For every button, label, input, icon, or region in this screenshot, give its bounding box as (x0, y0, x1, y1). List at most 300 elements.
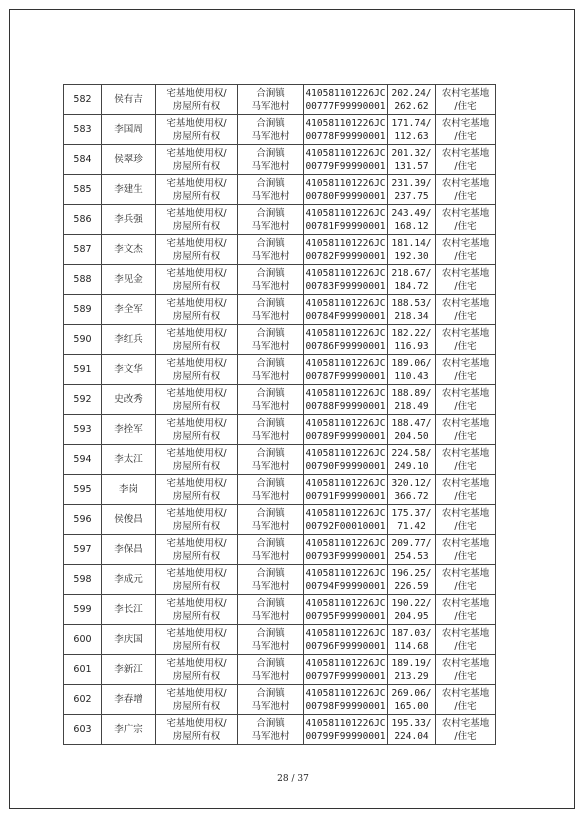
location-cell (238, 235, 304, 265)
right-type-line: 房屋所有权 (172, 490, 221, 502)
unit-code-line: 00796F99990001 (305, 640, 386, 652)
right-type-line: 房屋所有权 (172, 160, 221, 172)
land-use-cell (436, 565, 496, 595)
right-type-line: 宅基地使用权/ (166, 117, 227, 129)
area-cell (388, 445, 436, 475)
row-number-cell: 586 (64, 205, 102, 235)
row-number-cell: 590 (64, 325, 102, 355)
unit-code-line: 410581101226JC (305, 297, 386, 309)
location-line: 马军池村 (251, 550, 290, 562)
area-line: 189.19/ (391, 657, 432, 669)
unit-code-cell (304, 625, 388, 655)
unit-code-line: 410581101226JC (305, 717, 386, 729)
owner-name-cell: 侯俊昌 (102, 505, 156, 535)
owner-name-cell: 李见金 (102, 265, 156, 295)
right-type-line: 宅基地使用权/ (166, 627, 227, 639)
area-line: 184.72 (394, 280, 429, 292)
area-line: 116.93 (394, 340, 429, 352)
land-use-line: /住宅 (454, 190, 477, 202)
table-row (64, 625, 496, 655)
row-number-cell: 602 (64, 685, 102, 715)
unit-code-line: 410581101226JC (305, 327, 386, 339)
location-cell (238, 265, 304, 295)
unit-code-line: 410581101226JC (305, 237, 386, 249)
land-use-line: 农村宅基地 (441, 327, 490, 339)
location-line: 马军池村 (251, 130, 290, 142)
land-use-cell (436, 235, 496, 265)
area-cell (388, 385, 436, 415)
right-type-cell (156, 445, 238, 475)
area-cell (388, 265, 436, 295)
location-line: 马军池村 (251, 700, 290, 712)
unit-code-cell (304, 595, 388, 625)
land-use-line: /住宅 (454, 490, 477, 502)
area-line: 201.32/ (391, 147, 432, 159)
right-type-line: 宅基地使用权/ (166, 387, 227, 399)
area-line: 224.58/ (391, 447, 432, 459)
land-use-line: 农村宅基地 (441, 627, 490, 639)
location-line: 马军池村 (251, 520, 290, 532)
right-type-cell (156, 295, 238, 325)
area-line: 171.74/ (391, 117, 432, 129)
land-use-line: /住宅 (454, 730, 477, 742)
land-use-line: /住宅 (454, 640, 477, 652)
unit-code-line: 00791F99990001 (305, 490, 386, 502)
owner-name-cell: 李广宗 (102, 715, 156, 745)
location-line: 马军池村 (251, 490, 290, 502)
right-type-line: 宅基地使用权/ (166, 237, 227, 249)
owner-name-cell: 李新江 (102, 655, 156, 685)
right-type-line: 房屋所有权 (172, 670, 221, 682)
owner-name-cell: 李庆国 (102, 625, 156, 655)
location-line: 马军池村 (251, 310, 290, 322)
table-row (64, 535, 496, 565)
right-type-line: 宅基地使用权/ (166, 477, 227, 489)
right-type-line: 宅基地使用权/ (166, 417, 227, 429)
area-line: 189.06/ (391, 357, 432, 369)
right-type-cell (156, 625, 238, 655)
unit-code-line: 00786F99990001 (305, 340, 386, 352)
area-cell (388, 295, 436, 325)
unit-code-line: 410581101226JC (305, 687, 386, 699)
area-line: 213.29 (394, 670, 429, 682)
table-row (64, 85, 496, 115)
location-cell (238, 595, 304, 625)
land-use-cell (436, 325, 496, 355)
right-type-cell (156, 235, 238, 265)
area-line: 226.59 (394, 580, 429, 592)
land-use-line: 农村宅基地 (441, 297, 490, 309)
right-type-line: 房屋所有权 (172, 190, 221, 202)
right-type-cell (156, 85, 238, 115)
unit-code-cell (304, 475, 388, 505)
location-line: 马军池村 (251, 460, 290, 472)
owner-name-cell: 史改秀 (102, 385, 156, 415)
owner-name-cell: 李兵强 (102, 205, 156, 235)
location-cell (238, 295, 304, 325)
right-type-line: 宅基地使用权/ (166, 447, 227, 459)
area-line: 224.04 (394, 730, 429, 742)
unit-code-line: 00784F99990001 (305, 310, 386, 322)
area-cell (388, 145, 436, 175)
unit-code-line: 410581101226JC (305, 537, 386, 549)
land-use-line: /住宅 (454, 460, 477, 472)
owner-name-cell: 李成元 (102, 565, 156, 595)
owner-name-cell: 李文华 (102, 355, 156, 385)
unit-code-cell (304, 415, 388, 445)
area-cell (388, 235, 436, 265)
location-line: 合涧镇 (256, 267, 285, 279)
owner-name-cell: 李春增 (102, 685, 156, 715)
right-type-line: 房屋所有权 (172, 430, 221, 442)
unit-code-line: 00778F99990001 (305, 130, 386, 142)
unit-code-line: 00792F00010001 (305, 520, 386, 532)
right-type-line: 宅基地使用权/ (166, 177, 227, 189)
right-type-line: 宅基地使用权/ (166, 147, 227, 159)
area-cell (388, 535, 436, 565)
location-cell (238, 715, 304, 745)
area-cell (388, 685, 436, 715)
location-line: 马军池村 (251, 580, 290, 592)
land-use-line: 农村宅基地 (441, 687, 490, 699)
table-row (64, 505, 496, 535)
unit-code-cell (304, 235, 388, 265)
unit-code-line: 410581101226JC (305, 477, 386, 489)
unit-code-cell (304, 145, 388, 175)
table-row (64, 475, 496, 505)
location-line: 马军池村 (251, 640, 290, 652)
unit-code-line: 410581101226JC (305, 87, 386, 99)
owner-name-cell: 李建生 (102, 175, 156, 205)
land-use-line: /住宅 (454, 610, 477, 622)
right-type-line: 宅基地使用权/ (166, 567, 227, 579)
area-line: 320.12/ (391, 477, 432, 489)
owner-name-cell: 李岗 (102, 475, 156, 505)
row-number-cell: 593 (64, 415, 102, 445)
table-row (64, 655, 496, 685)
land-use-line: /住宅 (454, 100, 477, 112)
table-row (64, 565, 496, 595)
location-line: 马军池村 (251, 220, 290, 232)
right-type-line: 宅基地使用权/ (166, 537, 227, 549)
unit-code-line: 00797F99990001 (305, 670, 386, 682)
area-cell (388, 85, 436, 115)
unit-code-line: 410581101226JC (305, 357, 386, 369)
area-cell (388, 505, 436, 535)
land-use-line: /住宅 (454, 220, 477, 232)
right-type-line: 宅基地使用权/ (166, 687, 227, 699)
row-number-cell: 583 (64, 115, 102, 145)
right-type-line: 房屋所有权 (172, 220, 221, 232)
right-type-cell (156, 415, 238, 445)
right-type-line: 房屋所有权 (172, 370, 221, 382)
right-type-line: 房屋所有权 (172, 340, 221, 352)
unit-code-line: 410581101226JC (305, 267, 386, 279)
location-line: 合涧镇 (256, 357, 285, 369)
right-type-cell (156, 265, 238, 295)
location-line: 马军池村 (251, 340, 290, 352)
location-line: 合涧镇 (256, 687, 285, 699)
land-use-line: 农村宅基地 (441, 267, 490, 279)
table-row (64, 115, 496, 145)
land-use-line: 农村宅基地 (441, 507, 490, 519)
location-line: 合涧镇 (256, 507, 285, 519)
row-number-cell: 595 (64, 475, 102, 505)
row-number-cell: 592 (64, 385, 102, 415)
table-row (64, 415, 496, 445)
location-cell (238, 505, 304, 535)
owner-name-cell: 李长江 (102, 595, 156, 625)
land-use-line: /住宅 (454, 280, 477, 292)
area-line: 131.57 (394, 160, 429, 172)
area-cell (388, 625, 436, 655)
land-use-cell (436, 145, 496, 175)
area-line: 112.63 (394, 130, 429, 142)
unit-code-cell (304, 115, 388, 145)
area-line: 237.75 (394, 190, 429, 202)
unit-code-cell (304, 505, 388, 535)
land-use-line: 农村宅基地 (441, 477, 490, 489)
land-use-line: 农村宅基地 (441, 597, 490, 609)
location-line: 合涧镇 (256, 237, 285, 249)
right-type-cell (156, 145, 238, 175)
right-type-line: 房屋所有权 (172, 550, 221, 562)
unit-code-line: 00798F99990001 (305, 700, 386, 712)
row-number-cell: 584 (64, 145, 102, 175)
location-cell (238, 145, 304, 175)
unit-code-line: 410581101226JC (305, 117, 386, 129)
location-line: 合涧镇 (256, 177, 285, 189)
area-cell (388, 205, 436, 235)
unit-code-line: 410581101226JC (305, 567, 386, 579)
land-use-cell (436, 85, 496, 115)
location-cell (238, 175, 304, 205)
row-number-cell: 596 (64, 505, 102, 535)
area-line: 262.62 (394, 100, 429, 112)
right-type-line: 房屋所有权 (172, 730, 221, 742)
land-use-line: /住宅 (454, 430, 477, 442)
location-cell (238, 415, 304, 445)
location-cell (238, 475, 304, 505)
unit-code-line: 00795F99990001 (305, 610, 386, 622)
row-number-cell: 599 (64, 595, 102, 625)
location-line: 合涧镇 (256, 477, 285, 489)
unit-code-cell (304, 175, 388, 205)
area-line: 165.00 (394, 700, 429, 712)
location-line: 合涧镇 (256, 717, 285, 729)
location-line: 马军池村 (251, 610, 290, 622)
area-line: 187.03/ (391, 627, 432, 639)
unit-code-cell (304, 535, 388, 565)
unit-code-line: 410581101226JC (305, 147, 386, 159)
right-type-line: 房屋所有权 (172, 610, 221, 622)
land-use-cell (436, 535, 496, 565)
land-use-cell (436, 625, 496, 655)
location-line: 马军池村 (251, 100, 290, 112)
owner-name-cell: 侯有吉 (102, 85, 156, 115)
location-line: 合涧镇 (256, 567, 285, 579)
right-type-line: 宅基地使用权/ (166, 717, 227, 729)
unit-code-line: 00787F99990001 (305, 370, 386, 382)
area-line: 190.22/ (391, 597, 432, 609)
land-use-line: /住宅 (454, 670, 477, 682)
owner-name-cell: 李拴军 (102, 415, 156, 445)
location-cell (238, 115, 304, 145)
location-line: 合涧镇 (256, 447, 285, 459)
right-type-line: 房屋所有权 (172, 130, 221, 142)
unit-code-line: 00779F99990001 (305, 160, 386, 172)
area-line: 269.06/ (391, 687, 432, 699)
unit-code-line: 00794F99990001 (305, 580, 386, 592)
area-cell (388, 565, 436, 595)
right-type-line: 宅基地使用权/ (166, 357, 227, 369)
table-row (64, 385, 496, 415)
unit-code-line: 00799F99990001 (305, 730, 386, 742)
land-use-line: /住宅 (454, 580, 477, 592)
land-use-line: 农村宅基地 (441, 387, 490, 399)
land-use-cell (436, 115, 496, 145)
right-type-line: 宅基地使用权/ (166, 297, 227, 309)
land-use-cell (436, 445, 496, 475)
land-use-line: 农村宅基地 (441, 657, 490, 669)
land-use-line: 农村宅基地 (441, 357, 490, 369)
location-cell (238, 325, 304, 355)
row-number-cell: 588 (64, 265, 102, 295)
table-row (64, 685, 496, 715)
location-cell (238, 205, 304, 235)
table-row (64, 265, 496, 295)
land-use-line: 农村宅基地 (441, 117, 490, 129)
row-number-cell: 591 (64, 355, 102, 385)
area-line: 181.14/ (391, 237, 432, 249)
area-cell (388, 415, 436, 445)
owner-name-cell: 李国周 (102, 115, 156, 145)
area-line: 196.25/ (391, 567, 432, 579)
location-line: 合涧镇 (256, 657, 285, 669)
area-line: 204.95 (394, 610, 429, 622)
table-row (64, 445, 496, 475)
land-use-line: /住宅 (454, 250, 477, 262)
area-line: 218.34 (394, 310, 429, 322)
row-number-cell: 582 (64, 85, 102, 115)
unit-code-cell (304, 445, 388, 475)
unit-code-cell (304, 325, 388, 355)
land-use-line: /住宅 (454, 400, 477, 412)
land-use-cell (436, 265, 496, 295)
right-type-cell (156, 355, 238, 385)
unit-code-cell (304, 85, 388, 115)
area-cell (388, 175, 436, 205)
area-cell (388, 355, 436, 385)
location-line: 合涧镇 (256, 387, 285, 399)
table-row (64, 715, 496, 745)
right-type-line: 宅基地使用权/ (166, 207, 227, 219)
unit-code-line: 00777F99990001 (305, 100, 386, 112)
location-line: 合涧镇 (256, 207, 285, 219)
area-cell (388, 475, 436, 505)
right-type-cell (156, 535, 238, 565)
row-number-cell: 598 (64, 565, 102, 595)
unit-code-line: 410581101226JC (305, 207, 386, 219)
area-cell (388, 325, 436, 355)
unit-code-line: 410581101226JC (305, 627, 386, 639)
area-line: 249.10 (394, 460, 429, 472)
area-line: 204.50 (394, 430, 429, 442)
right-type-line: 房屋所有权 (172, 400, 221, 412)
right-type-line: 房屋所有权 (172, 310, 221, 322)
land-use-line: 农村宅基地 (441, 147, 490, 159)
location-line: 马军池村 (251, 250, 290, 262)
right-type-line: 房屋所有权 (172, 100, 221, 112)
location-line: 合涧镇 (256, 297, 285, 309)
table-row (64, 205, 496, 235)
row-number-cell: 594 (64, 445, 102, 475)
location-cell (238, 685, 304, 715)
land-use-line: /住宅 (454, 160, 477, 172)
location-line: 合涧镇 (256, 597, 285, 609)
right-type-cell (156, 205, 238, 235)
land-use-cell (436, 595, 496, 625)
owner-name-cell: 李文杰 (102, 235, 156, 265)
location-line: 马军池村 (251, 190, 290, 202)
unit-code-cell (304, 385, 388, 415)
location-line: 马军池村 (251, 670, 290, 682)
land-use-line: /住宅 (454, 340, 477, 352)
right-type-line: 房屋所有权 (172, 250, 221, 262)
table-row (64, 325, 496, 355)
area-cell (388, 115, 436, 145)
location-cell (238, 625, 304, 655)
row-number-cell: 603 (64, 715, 102, 745)
land-use-cell (436, 385, 496, 415)
land-use-line: 农村宅基地 (441, 207, 490, 219)
location-line: 马军池村 (251, 280, 290, 292)
location-line: 马军池村 (251, 370, 290, 382)
land-use-line: /住宅 (454, 550, 477, 562)
land-use-line: /住宅 (454, 700, 477, 712)
unit-code-line: 410581101226JC (305, 507, 386, 519)
right-type-cell (156, 655, 238, 685)
row-number-cell: 587 (64, 235, 102, 265)
area-cell (388, 655, 436, 685)
location-line: 合涧镇 (256, 147, 285, 159)
location-cell (238, 655, 304, 685)
land-use-cell (436, 715, 496, 745)
location-line: 合涧镇 (256, 537, 285, 549)
unit-code-line: 00790F99990001 (305, 460, 386, 472)
area-line: 231.39/ (391, 177, 432, 189)
location-line: 马军池村 (251, 400, 290, 412)
owner-name-cell: 李红兵 (102, 325, 156, 355)
unit-code-line: 410581101226JC (305, 387, 386, 399)
land-use-cell (436, 505, 496, 535)
area-line: 110.43 (394, 370, 429, 382)
area-line: 168.12 (394, 220, 429, 232)
right-type-line: 房屋所有权 (172, 700, 221, 712)
right-type-line: 宅基地使用权/ (166, 327, 227, 339)
area-line: 209.77/ (391, 537, 432, 549)
unit-code-cell (304, 295, 388, 325)
land-use-cell (436, 175, 496, 205)
area-cell (388, 715, 436, 745)
area-line: 188.47/ (391, 417, 432, 429)
unit-code-line: 00793F99990001 (305, 550, 386, 562)
location-line: 马军池村 (251, 160, 290, 172)
unit-code-line: 410581101226JC (305, 177, 386, 189)
table-body (64, 85, 496, 745)
right-type-cell (156, 685, 238, 715)
area-line: 254.53 (394, 550, 429, 562)
